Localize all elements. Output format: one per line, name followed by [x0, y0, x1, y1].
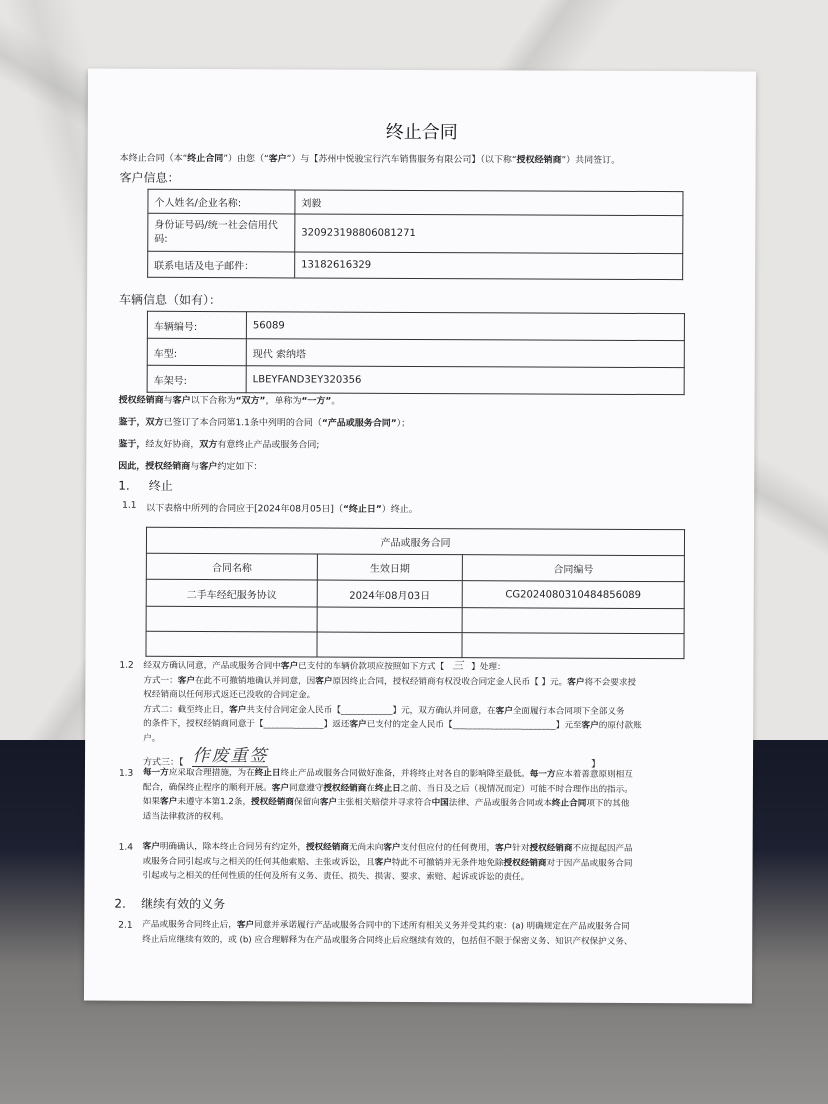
clause-1-2-line: 方式二：截至终止日，客户共支付合同定金人民币【____________】元，双方确认并同意，在客户全面履行本合同项下全部义务: [143, 704, 625, 717]
table-cell: [317, 632, 462, 658]
vehicle-value: LBEYFAND3EY320356: [246, 366, 684, 395]
termination-contract-page: [84, 69, 756, 1004]
column-header: 生效日期: [317, 554, 462, 581]
table-cell: [317, 607, 462, 633]
contract-table-header-row: [146, 527, 684, 555]
section-1-heading: 1. 终止: [118, 478, 173, 493]
table-row: [146, 631, 684, 658]
handwritten-option-mark: 三: [452, 659, 464, 673]
customer-value: 13182616329: [295, 252, 683, 280]
customer-row-contact: [148, 251, 683, 279]
clause-1-2-line: 权经销商以任何形式返还已没收的合同定金。: [143, 689, 316, 701]
whereas-clause-2: 鉴于，经友好协商，双方有意终止产品或服务合同;: [118, 439, 320, 451]
vehicle-label: 车架号:: [147, 365, 246, 392]
clause-number: 1.2: [119, 660, 134, 671]
table-cell: CG2024080310484856089: [462, 581, 684, 609]
customer-label: 联系电话及电子邮件：: [148, 251, 295, 278]
vehicle-row: [147, 311, 684, 340]
vehicle-value: 56089: [246, 312, 684, 341]
clause-1-4-line: 或服务合同引起或与之相关的任何其他索赔、主张或诉讼，且客户特此不可撤销并无条件地免除授权经销商对于因产品或服务合同: [142, 856, 633, 869]
intro-paragraph: 本终止合同（本“终止合同”）由您（“客户”）与【苏州中悦骏宝行汽车销售服务有限公司】（以下称“授权经销商”）共同签订。: [119, 153, 621, 166]
clause-1-2-line: 户。: [143, 733, 161, 744]
clause-1-2-line: 经双方确认同意，产品或服务合同中客户已支付的车辆价款项应按照如下方式【 三 】处理：: [143, 659, 506, 673]
section-2-heading: 2. 继续有效的义务: [114, 896, 226, 912]
vehicle-row: [147, 365, 684, 394]
clause-number: 1.3: [118, 768, 134, 779]
clause-1-3: [143, 766, 633, 826]
column-header: 合同名称: [146, 553, 317, 580]
clause-1-3-line: 配合，确保终止程序的顺利开展。客户同意遵守授权经销商在终止日之前、当日及之后（视情况而定）可能不时合理作出的指示。: [142, 782, 633, 795]
handwritten-annotation: 作废重签: [192, 746, 269, 767]
clause-2-1-line: 终止后应继续有效的，或 (b) 应合理解释为在产品或服务合同终止后应继续有效的，包括但不限于保密义务、知识产权保护义务、: [142, 934, 633, 947]
vehicle-value: 现代 索纳塔: [246, 339, 684, 368]
clause-1-3-line: 如果客户未遵守本第1.2条，授权经销商保留向客户主张相关赔偿并寻求符合中国法律、产品或服务合同或本终止合同项下的其他: [142, 796, 630, 809]
customer-row-name: [148, 189, 683, 215]
table-row: [146, 579, 684, 608]
table-cell: [462, 608, 684, 634]
whereas-clause-1: 鉴于，双方已签订了本合同第1.1条中列明的合同（“产品或服务合同”）；: [118, 417, 411, 429]
clause-1-4-line: 客户明确确认，除本终止合同另有约定外，授权经销商无尚未向客户支付但应付的任何费用，客户针对授权经销商不应提起因产品: [142, 841, 633, 854]
vehicle-info-table: [147, 311, 685, 395]
vehicle-label: 车辆编号:: [147, 311, 246, 338]
customer-value: 刘毅: [295, 190, 683, 216]
clause-1-3-line: 适当法律救济的权利。: [142, 811, 229, 822]
column-header: 合同编号: [462, 555, 684, 582]
clause-1-3-line: 每一方应采取合理措施，为在终止日终止产品或服务合同做好准备，并将终止对各自的影响降至最低。每一方应本着善意原则相互: [142, 767, 633, 780]
document-title: 终止合同: [385, 121, 458, 144]
therefore-clause: 因此，授权经销商与客户约定如下：: [118, 461, 263, 473]
clause-number: 2.1: [118, 920, 133, 931]
contract-table: [145, 527, 685, 659]
parties-definition: 授权经销商与客户以下合称为“双方”，单称为“一方”。: [118, 395, 341, 407]
contract-table-columns-row: [146, 553, 684, 581]
clause-number: 1.4: [118, 842, 133, 853]
table-cell: 2024年08月03日: [317, 580, 462, 608]
table-row: [146, 606, 684, 633]
clause-1-4-line: 引起或与之相关的任何性质的任何及所有义务、责任、损失、损害、要求、索赔、起诉或诉讼的责任。: [142, 870, 530, 883]
table-cell: [146, 631, 317, 657]
clause-2-1: [142, 918, 632, 949]
clause-1-4: [142, 840, 632, 886]
vehicle-row: [147, 338, 684, 367]
table-cell: [462, 633, 684, 659]
customer-value: 320923198806081271: [295, 214, 683, 254]
clause-1-1: 以下表格中所列的合同应于[2024年08月05日]（“终止日”）终止。: [146, 503, 418, 515]
table-cell: 二手车经纪服务协议: [146, 579, 317, 607]
customer-row-id: [148, 213, 683, 253]
vehicle-label: 车型:: [147, 338, 246, 365]
customer-label: 个人姓名/企业名称:: [148, 189, 295, 214]
clause-2-1-line: 产品或服务合同终止后，客户同意并承诺履行产品或服务合同中的下述所有相关义务并受其约束：(a) 明确规定在产品或服务合同: [142, 919, 630, 932]
clause-number: 1.1: [122, 500, 137, 511]
customer-label: 身份证号码/统一社会信用代码:: [148, 213, 295, 252]
clause-1-2-line: 的条件下，授权经销商同意于【______________】返还客户已支付的定金人民币【________________________】元至客户的原付款账: [143, 718, 642, 731]
clause-1-2-line: 方式一：客户在此不可撤销地确认并同意，因客户原因终止合同，授权经销商有权没收合同定金人民币【 】元。客户将不会要求授: [143, 675, 637, 688]
table-cell: [146, 606, 317, 632]
clause-1-2: [143, 658, 642, 748]
vehicle-info-heading: 车辆信息（如有）：: [118, 292, 222, 308]
customer-info-table: [147, 189, 683, 280]
customer-info-heading: 客户信息：: [119, 170, 180, 185]
contract-table-header: 产品或服务合同: [146, 527, 684, 555]
option-three-line: 方式三：【 作废重签 】: [142, 746, 601, 770]
